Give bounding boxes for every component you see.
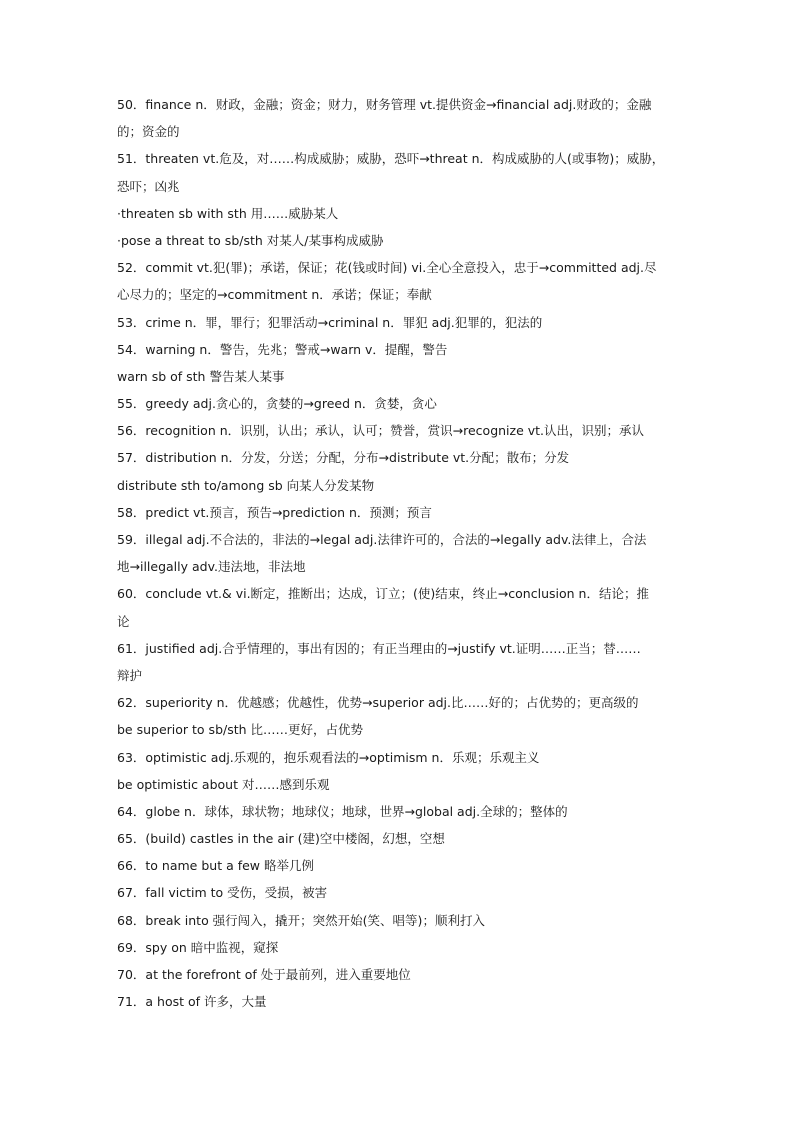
text-line: 论 <box>117 613 130 629</box>
text-line: 64．globe n．球体，球状物；地球仪；地球，世界→global adj.全球的；整体的 <box>117 803 568 819</box>
text-line: 59．illegal adj.不合法的，非法的→legal adj.法律许可的，合法的→legally adv.法律上，合法 <box>117 532 647 547</box>
text-line: 65．(build) castles in the air (建)空中楼阁，幻想，空想 <box>117 831 445 847</box>
text-line: 心尽力的；坚定的→commitment n．承诺；保证；奉献 <box>117 287 432 303</box>
text-line: 67．fall victim to 受伤，受损，被害 <box>117 885 328 901</box>
text-line: 62．superiority n．优越感；优越性，优势→superior adj.比……好的；占优势的；更高级的 <box>117 695 639 711</box>
text-line: 58．predict vt.预言，预告→prediction n．预测；预言 <box>117 504 432 520</box>
text-line: 70．at the forefront of 处于最前列，进入重要地位 <box>117 967 411 982</box>
text-line: 56．recognition n．识别，认出；承认，认可；赞誉，赏识→recognize vt.认出，识别；承认 <box>117 423 645 439</box>
text-line: 辩护 <box>117 667 143 683</box>
text-line: 50．finance n．财政，金融；资金；财力，财务管理 vt.提供资金→financial adj.财政的；金融 <box>117 97 652 112</box>
text-line: 55．greedy adj.贪心的，贪婪的→greed n．贪婪，贪心 <box>117 396 437 412</box>
text-line: ·pose a threat to sb/sth 对某人/某事构成威胁 <box>117 232 384 248</box>
text-line: 53．crime n．罪，罪行；犯罪活动→criminal n．罪犯 adj.犯罪的，犯法的 <box>117 314 543 330</box>
text-line: 恐吓；凶兆 <box>117 178 180 194</box>
text-line: ·threaten sb with sth 用……威胁某人 <box>117 205 339 221</box>
text-line: 52．commit vt.犯(罪)；承诺，保证；花(钱或时间) vi.全心全意投入，忠于→committed adj.尽 <box>117 260 657 276</box>
text-line: 61．justified adj.合乎情理的，事出有因的；有正当理由的→justify vt.证明……正当；替…… <box>117 640 641 656</box>
text-line: 60．conclude vt.& vi.断定，推断出；达成，订立；(使)结束，终止→conclusion n．结论；推 <box>117 586 649 602</box>
text-line: 地→illegally adv.违法地，非法地 <box>117 559 306 575</box>
text-line: 66．to name but a few 略举几例 <box>117 858 315 874</box>
text-line: 54．warning n．警告，先兆；警戒→warn v．提醒，警告 <box>117 341 448 357</box>
text-line: 63．optimistic adj.乐观的，抱乐观看法的→optimism n．乐观；乐观主义 <box>117 749 540 765</box>
text-line: 51．threaten vt.危及，对……构成威胁；威胁，恐吓→threat n．构成威胁的人(或事物)；威胁， <box>117 151 665 167</box>
text-line: 71．a host of 许多，大量 <box>117 994 267 1010</box>
text-line: 57．distribution n．分发，分送；分配，分布→distribute vt.分配；散布；分发 <box>117 450 570 466</box>
text-line: be optimistic about 对……感到乐观 <box>117 776 330 792</box>
text-line: 69．spy on 暗中监视，窥探 <box>117 939 279 955</box>
text-line: 的；资金的 <box>117 124 180 140</box>
text-line: be superior to sb/sth 比……更好，占优势 <box>117 722 364 738</box>
text-line: distribute sth to/among sb 向某人分发某物 <box>117 477 375 493</box>
text-line: warn sb of sth 警告某人某事 <box>117 368 285 384</box>
vocabulary-list <box>117 95 679 1019</box>
text-line: 68．break into 强行闯入，撬开；突然开始(笑、唱等)；顺利打入 <box>117 912 485 928</box>
